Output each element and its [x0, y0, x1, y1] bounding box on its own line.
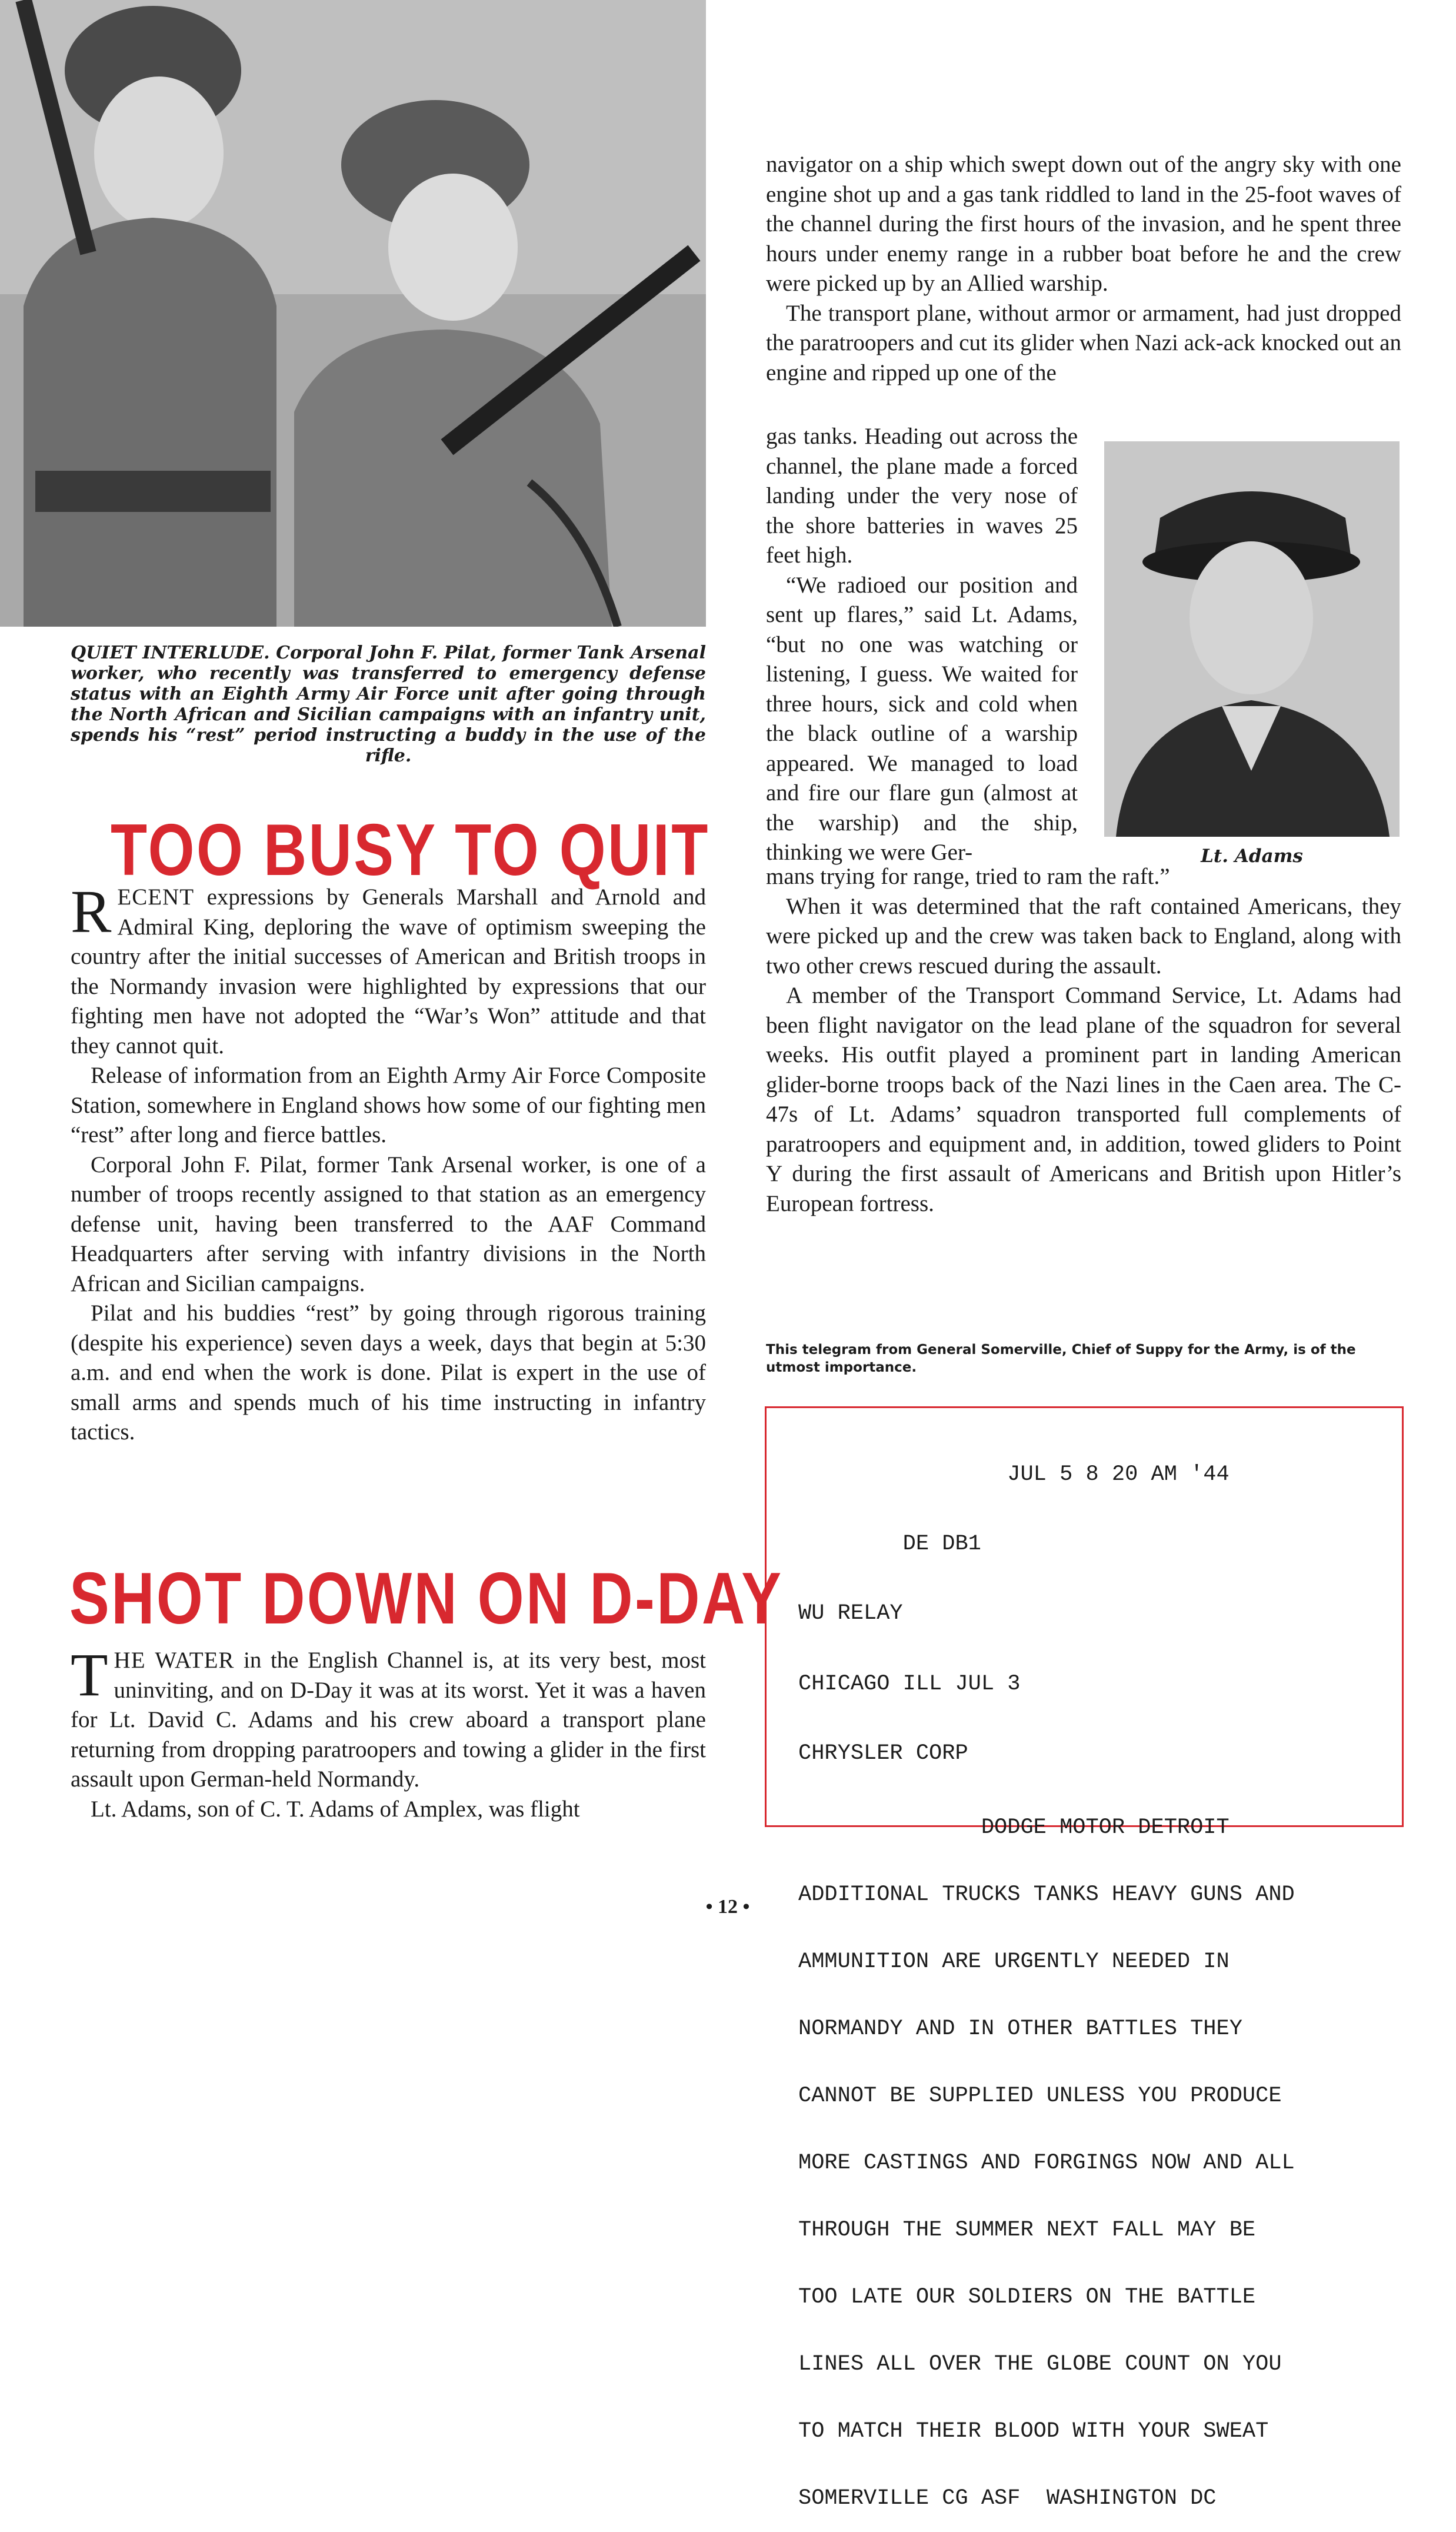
telegram-line: TO MATCH THEIR BLOOD WITH YOUR SWEAT	[798, 2419, 1269, 2444]
article2-paragraph-1	[71, 1641, 706, 1795]
article2-col2-paragraph-2-cont: gas tanks. Heading out across the channel, the plane made a forced landing under the very nose of the shore batteries in waves 25 feet high.	[766, 424, 1078, 568]
article1-paragraph-4: Pilat and his buddies “rest” by going through rigorous training (despite his experience) seven days a week, days that begin at 5:30 a.m. and end when the work is done. Pilat is expert in the use of small arms and spends much of his time instructing in infantry tactics.	[71, 1300, 706, 1445]
officer-portrait-photo	[1104, 441, 1400, 837]
article2-body-right-narrow	[766, 422, 1078, 868]
telegram-line: DE DB1	[798, 1532, 981, 1556]
telegram-line: SOMERVILLE CG ASF WASHINGTON DC	[798, 2486, 1217, 2511]
telegram-line: THROUGH THE SUMMER NEXT FALL MAY BE	[798, 2218, 1256, 2242]
lead-smallcaps: HE WATER	[114, 1648, 235, 1673]
photo1-caption: QUIET INTERLUDE. Corporal John F. Pilat, former Tank Arsenal worker, who recently was transferred to emergency defense status with an Eighth Army Air Force unit after going through the North African and Sicilian campaigns with an infantry unit, spends his “rest” period instructing a buddy in the use of the rifle.	[71, 643, 706, 766]
soldiers-photo	[0, 0, 706, 627]
telegram-line: JUL 5 8 20 AM '44	[798, 1462, 1230, 1487]
page-number: • 12 •	[705, 1896, 750, 1918]
article2-col2-paragraph-2: The transport plane, without armor or armament, had just dropped the paratroopers and cut its glider when Nazi ack-ack knocked out an engine and ripped up one of the	[766, 300, 1401, 385]
article1-paragraph-3: Corporal John F. Pilat, former Tank Arsenal worker, is one of a number of troops recently assigned to that station as an emergency defense unit, having been transferred to the AAF Command Headquarters after serving with infantry divisions in the North African and Sicilian campaigns.	[71, 1152, 706, 1296]
telegram-line: TOO LATE OUR SOLDIERS ON THE BATTLE	[798, 2285, 1256, 2310]
officer-portrait-photo-icon	[1104, 441, 1400, 837]
dropcap-r: R	[71, 878, 112, 946]
photo2-caption: Lt. Adams	[1201, 846, 1303, 867]
article2-col2-paragraph-3: “We radioed our position and sent up flares,” said Lt. Adams, “but no one was watching or listening, I guess. We waited for three hours, sick and cold when the black outline of a warship appeared. We managed to load and fire our flare gun (almost at the warship) and the ship, thinking we were Ger-	[766, 572, 1078, 865]
article2-p1-text: in the English Channel is, at its very best, most uninviting, and on D-Day it was at its worst. Yet it was a haven for Lt. David C. Adams and his crew aboard a transport plane returning from dropping paratroopers and towing a glider in the first assault upon German-held Normandy.	[71, 1648, 706, 1792]
article2-col2-paragraph-1: navigator on a ship which swept down out of the angry sky with one engine shot up and a gas tank riddled to land in the 25-foot waves of the channel during the first hours of the invasion, and he spent three hours under enemy range in a rubber boat before he and the crew were picked up by an Allied warship.	[766, 152, 1401, 296]
telegram-line: WU RELAY	[798, 1601, 903, 1626]
telegram-line: CHICAGO ILL JUL 3	[798, 1672, 1021, 1696]
telegram-line: ADDITIONAL TRUCKS TANKS HEAVY GUNS AND	[798, 1882, 1295, 1907]
article2-col2-paragraph-3-end: mans trying for range, tried to ram the raft.”	[766, 864, 1170, 889]
telegram-intro: This telegram from General Somerville, Chief of Suppy for the Army, is of the utmost importance.	[766, 1342, 1356, 1375]
article2-paragraph-2-start: Lt. Adams, son of C. T. Adams of Amplex, was flight	[91, 1796, 580, 1822]
telegram-line: AMMUNITION ARE URGENTLY NEEDED IN	[798, 1949, 1230, 1974]
telegram-box	[765, 1406, 1404, 2511]
telegram-line: MORE CASTINGS AND FORGINGS NOW AND ALL	[798, 2151, 1295, 2175]
telegram-line: LINES ALL OVER THE GLOBE COUNT ON YOU	[798, 2352, 1282, 2377]
soldiers-photo-icon	[0, 0, 706, 627]
dropcap-t: T	[71, 1641, 108, 1709]
article1-paragraph-2: Release of information from an Eighth Army Air Force Composite Station, somewhere in England shows how some of our fighting men “rest” after long and fierce battles.	[71, 1063, 706, 1147]
telegram-line: DODGE MOTOR DETROIT	[798, 1815, 1230, 1840]
article2-body-left	[71, 1641, 706, 1824]
telegram-line: CHRYSLER CORP	[798, 1741, 968, 1766]
headline-shot-down-on-d-day: SHOT DOWN ON D-DAY	[69, 1558, 784, 1639]
article2-col2-paragraph-4: When it was determined that the raft contained Americans, they were picked up and the crew was taken back to England, along with two other crews rescued during the assault.	[766, 893, 1401, 979]
article2-body-right-bottom	[766, 862, 1401, 1219]
article1-paragraph-1	[71, 878, 706, 1061]
article1-p1-text: expressions by Generals Marshall and Arnold and Admiral King, deploring the wave of optimism sweeping the country after the initial successes of American and British troops in the Normandy invasion were highlighted by expressions that our fighting men have not adopted the “War’s Won” attitude and that they cannot quit.	[71, 884, 706, 1059]
article2-col2-paragraph-5: A member of the Transport Command Service, Lt. Adams had been flight navigator on the lead plane of the squadron for several weeks. His outfit played a prominent part in landing American glider-borne troops back of the Nazi lines in the Caen area. The C-47s of Lt. Adams’ squadron transported full complements of paratroopers and equipment and, in addition, towed gliders to Point Y during the first assault of Americans and British upon Hitler’s European fortress.	[766, 983, 1401, 1216]
telegram-line: NORMANDY AND IN OTHER BATTLES THEY	[798, 2017, 1242, 2041]
article2-body-right-top	[766, 150, 1401, 388]
lead-smallcaps: ECENT	[117, 884, 195, 910]
telegram-line: CANNOT BE SUPPLIED UNLESS YOU PRODUCE	[798, 2084, 1282, 2108]
article1-body	[71, 878, 706, 1448]
headline-too-busy-to-quit: TOO BUSY TO QUIT	[111, 810, 710, 891]
